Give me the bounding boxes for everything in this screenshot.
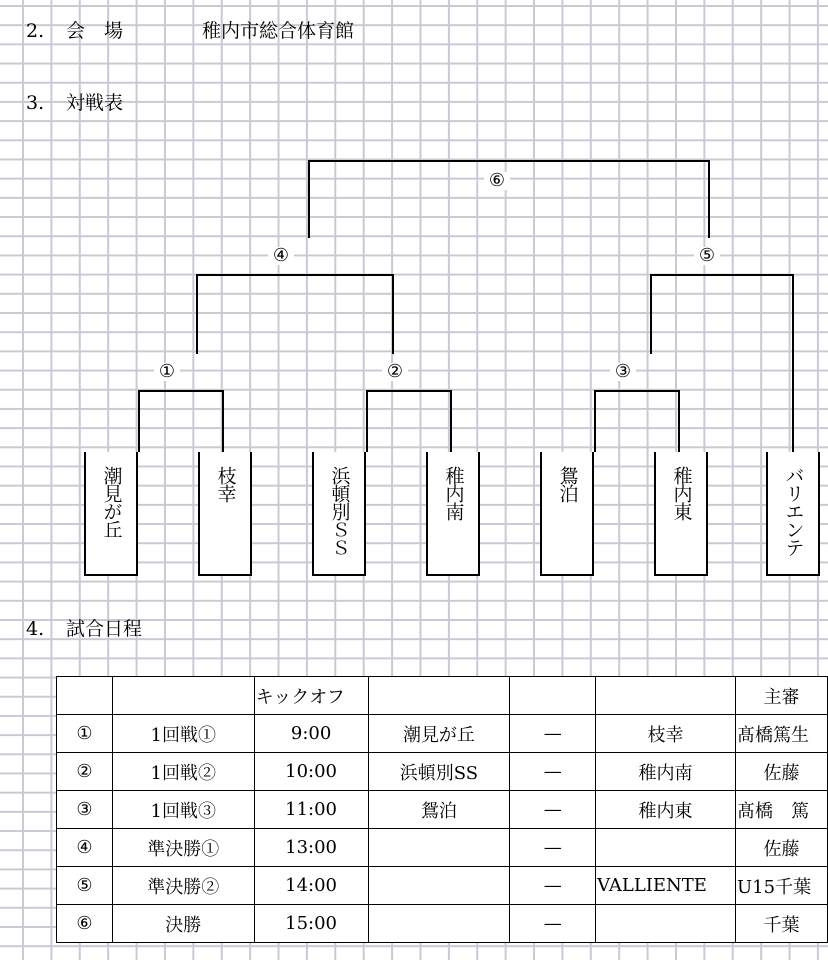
header-cell [368, 677, 510, 715]
bracket-line [792, 274, 794, 452]
header-cell: 主審 [736, 677, 828, 715]
bracket-line [650, 274, 794, 276]
bracket-section-number: 3. [26, 92, 45, 114]
bracket-line [308, 160, 710, 162]
bracket-line [196, 274, 394, 276]
match-number: ② [57, 753, 113, 791]
away-team: 稚内南 [596, 753, 736, 791]
bracket-team-box [426, 452, 480, 576]
bracket-team-box [84, 452, 138, 576]
table-row [57, 829, 828, 867]
bracket-team-box [540, 452, 594, 576]
bracket-team-box [198, 452, 252, 576]
bracket-match-number: ⑤ [694, 247, 720, 265]
referee: 佐藤 [736, 753, 828, 791]
table-row [57, 791, 828, 829]
away-team: 枝幸 [596, 715, 736, 753]
bracket-team-name: 鴛泊 [556, 466, 579, 502]
away-team: VALLIENTE [596, 867, 736, 905]
bracket-match-number: ⑥ [484, 172, 510, 190]
home-team: 潮見が丘 [368, 715, 510, 753]
away-team: 稚内東 [596, 791, 736, 829]
bracket-team-box [312, 452, 366, 576]
bracket-line [650, 274, 652, 354]
bracket-team-name: 浜頓別ＳＳ [328, 466, 351, 556]
header-cell [510, 677, 596, 715]
bracket-line [594, 390, 596, 452]
header-cell [57, 677, 113, 715]
home-team: 鴛泊 [368, 791, 510, 829]
versus-dash: — [510, 829, 596, 867]
bracket-line [138, 390, 224, 392]
referee: U15千葉 [736, 867, 828, 905]
bracket-line [708, 160, 710, 238]
versus-dash: — [510, 905, 596, 943]
bracket-line [678, 390, 680, 452]
match-number: ⑥ [57, 905, 113, 943]
table-row [57, 753, 828, 791]
match-round: 準決勝① [112, 829, 254, 867]
bracket-match-number: ② [382, 363, 408, 381]
kickoff-time: 15:00 [254, 905, 368, 943]
away-team [596, 905, 736, 943]
match-round: 1回戦② [112, 753, 254, 791]
venue-section-number: 2. [26, 20, 45, 42]
bracket-team-name: 稚内南 [442, 466, 465, 520]
venue-value: 稚内市総合体育館 [202, 20, 355, 42]
bracket-line [196, 274, 198, 354]
bracket-team-name: 稚内東 [670, 466, 693, 520]
bracket-line [366, 390, 452, 392]
match-round: 決勝 [112, 905, 254, 943]
header-cell [112, 677, 254, 715]
bracket-match-number: ① [154, 363, 180, 381]
bracket-line [392, 274, 394, 354]
kickoff-time: 11:00 [254, 791, 368, 829]
versus-dash: — [510, 791, 596, 829]
home-team [368, 867, 510, 905]
header-cell [596, 677, 736, 715]
schedule-section-title: 試合日程 [66, 618, 143, 640]
bracket-line [594, 390, 680, 392]
bracket-team-name: 潮見が丘 [100, 466, 123, 538]
away-team [596, 829, 736, 867]
home-team [368, 829, 510, 867]
schedule-section-number: 4. [26, 618, 45, 640]
bracket-team-box [654, 452, 708, 576]
referee: 髙橋篤生 [736, 715, 828, 753]
versus-dash: — [510, 715, 596, 753]
table-row [57, 867, 828, 905]
versus-dash: — [510, 867, 596, 905]
kickoff-time: 14:00 [254, 867, 368, 905]
bracket-team-name: 枝幸 [214, 466, 237, 502]
bracket-line [222, 390, 224, 452]
schedule-table [56, 676, 828, 943]
match-number: ① [57, 715, 113, 753]
bracket-line [138, 390, 140, 452]
bracket-team-box [766, 452, 820, 576]
match-number: ③ [57, 791, 113, 829]
kickoff-time: 13:00 [254, 829, 368, 867]
referee: 佐藤 [736, 829, 828, 867]
bracket-line [450, 390, 452, 452]
table-row [57, 715, 828, 753]
versus-dash: — [510, 753, 596, 791]
venue-label: 会 場 [66, 20, 124, 42]
kickoff-time: 9:00 [254, 715, 368, 753]
schedule-header-row [57, 677, 828, 715]
bracket-section-title: 対戦表 [66, 92, 124, 114]
match-round: 1回戦① [112, 715, 254, 753]
match-round: 1回戦③ [112, 791, 254, 829]
bracket-line [308, 160, 310, 238]
match-number: ⑤ [57, 867, 113, 905]
home-team [368, 905, 510, 943]
bracket-team-name: バリエンテ [782, 466, 805, 556]
match-number: ④ [57, 829, 113, 867]
referee: 千葉 [736, 905, 828, 943]
bracket-match-number: ③ [610, 363, 636, 381]
kickoff-time: 10:00 [254, 753, 368, 791]
bracket-line [366, 390, 368, 452]
referee: 髙橋 篤 [736, 791, 828, 829]
table-row [57, 905, 828, 943]
match-round: 準決勝② [112, 867, 254, 905]
bracket-match-number: ④ [268, 247, 294, 265]
header-cell: キックオフ [254, 677, 368, 715]
home-team: 浜頓別SS [368, 753, 510, 791]
